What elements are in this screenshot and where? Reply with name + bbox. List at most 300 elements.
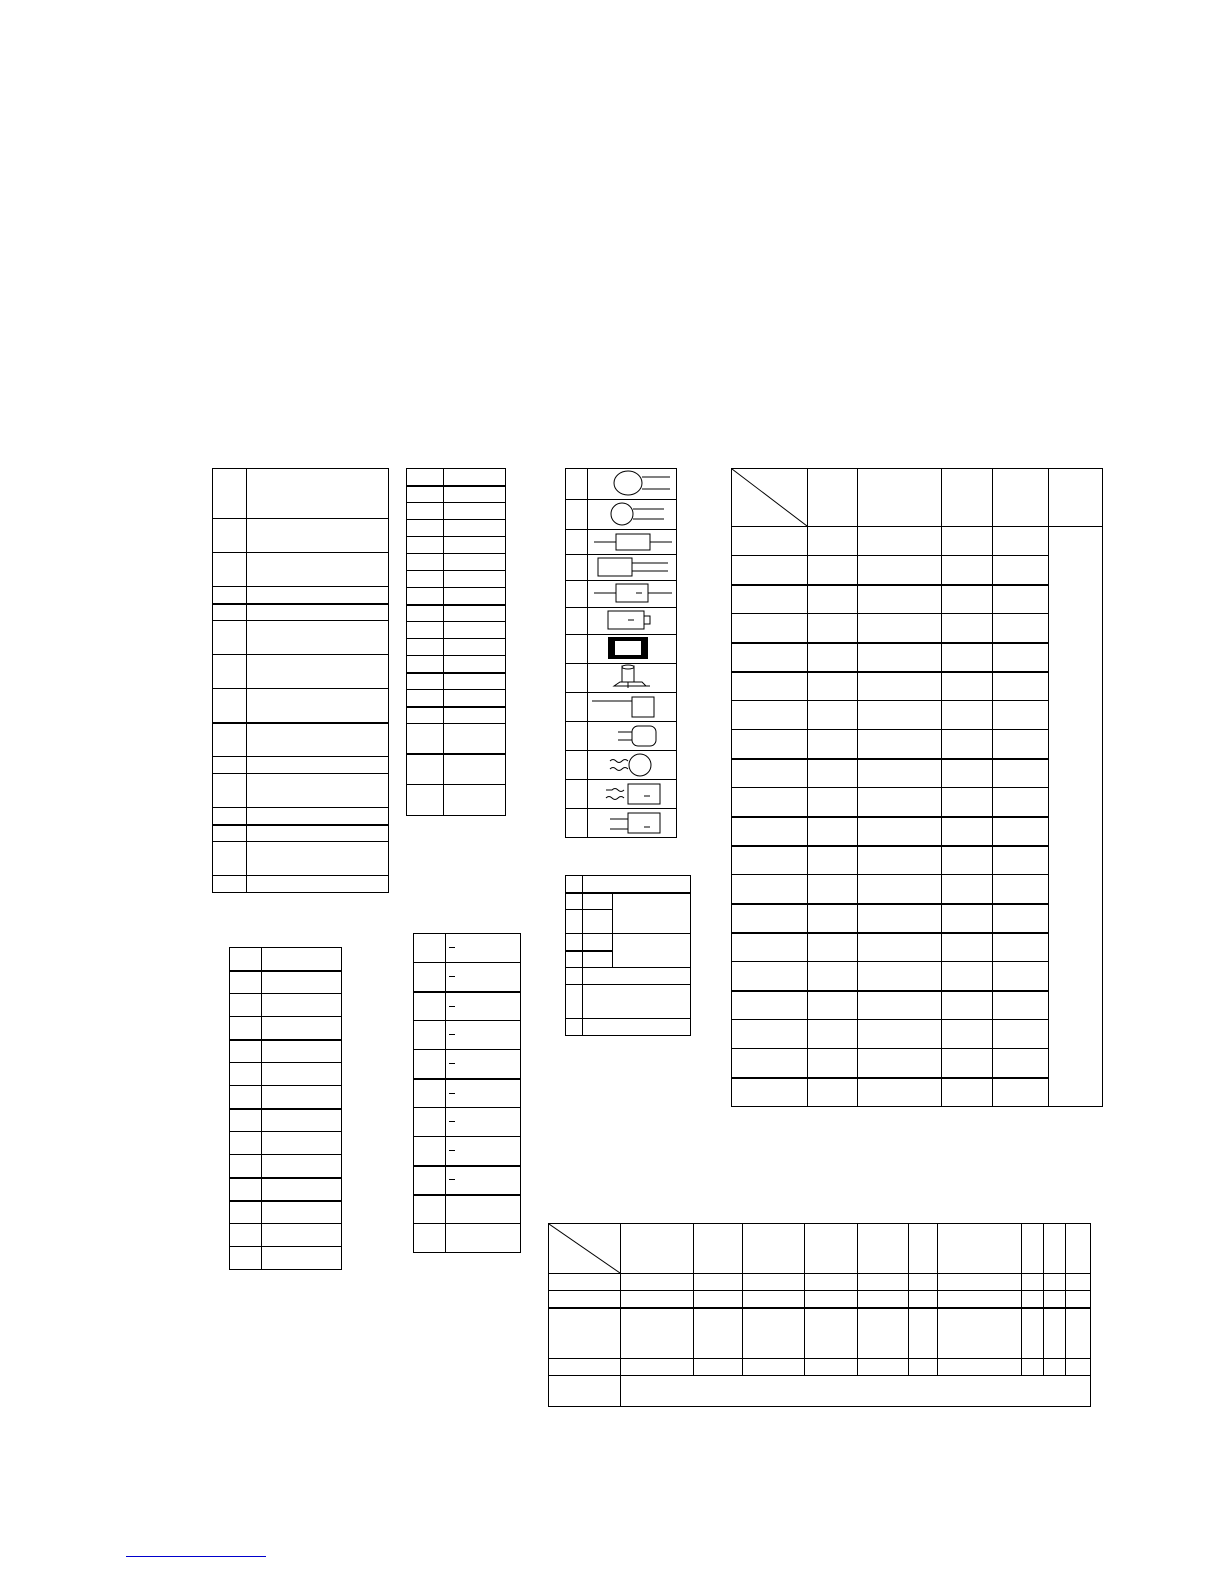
box-bracket-icon <box>588 608 677 634</box>
cell <box>858 643 942 672</box>
cell <box>588 608 677 635</box>
cell <box>213 825 247 842</box>
cell <box>808 788 858 817</box>
cell <box>993 788 1049 817</box>
cell <box>549 1359 621 1376</box>
cell <box>993 585 1049 614</box>
table-row <box>230 1155 342 1178</box>
cell <box>732 962 808 991</box>
cell <box>230 1178 262 1201</box>
cell <box>942 933 993 962</box>
dash-mark <box>449 1006 455 1007</box>
table-row <box>407 554 506 571</box>
table-row <box>213 587 389 604</box>
cell <box>858 556 942 585</box>
cell <box>1066 1291 1091 1308</box>
cell <box>262 1155 342 1178</box>
cell <box>1066 1359 1091 1376</box>
cell <box>808 991 858 1020</box>
table-row <box>230 1040 342 1063</box>
cell <box>993 672 1049 701</box>
cell <box>938 1291 1022 1308</box>
cell <box>213 621 247 655</box>
cell <box>444 690 506 707</box>
cell <box>808 556 858 585</box>
cell <box>909 1291 938 1308</box>
cell <box>993 730 1049 759</box>
cell <box>262 948 342 971</box>
table-row <box>566 635 677 664</box>
cell <box>993 817 1049 846</box>
cell <box>213 808 247 825</box>
cell <box>566 780 588 809</box>
cell <box>549 1308 621 1359</box>
cell <box>613 934 691 968</box>
cell <box>407 639 444 656</box>
cell <box>621 1308 694 1359</box>
cell <box>444 622 506 639</box>
cell <box>858 701 942 730</box>
cell <box>858 614 942 643</box>
round-capacitor-icon <box>588 469 677 499</box>
cell <box>407 571 444 588</box>
cell <box>942 614 993 643</box>
cell <box>407 724 444 754</box>
cell <box>213 689 247 723</box>
cell <box>743 1308 805 1359</box>
table-row <box>566 500 677 530</box>
cell <box>694 1291 743 1308</box>
cell <box>743 1224 805 1274</box>
cell <box>1044 1274 1066 1291</box>
cell <box>942 672 993 701</box>
cell <box>621 1274 694 1291</box>
cell <box>588 780 677 809</box>
cell <box>549 1274 621 1291</box>
cell <box>262 1109 342 1132</box>
cell <box>566 693 588 722</box>
cell <box>446 1195 521 1224</box>
table-row <box>732 962 1103 991</box>
table-row <box>732 556 1103 585</box>
cell <box>942 904 993 933</box>
cell <box>444 520 506 537</box>
cell <box>808 817 858 846</box>
cell <box>858 1078 942 1107</box>
cell <box>909 1224 938 1274</box>
cell <box>230 971 262 994</box>
cell <box>414 1137 446 1166</box>
cell <box>743 1359 805 1376</box>
cell <box>1044 1224 1066 1274</box>
cell <box>414 1021 446 1050</box>
table-row <box>732 527 1103 556</box>
cell <box>444 639 506 656</box>
table-row <box>414 1021 521 1050</box>
cell <box>858 875 942 904</box>
cell <box>732 1078 808 1107</box>
cell <box>407 707 444 724</box>
cell <box>993 469 1049 527</box>
cell <box>444 707 506 724</box>
cell <box>732 759 808 788</box>
cell <box>247 604 389 621</box>
cell <box>566 500 588 530</box>
table-f <box>229 947 342 1270</box>
cell <box>732 904 808 933</box>
cell <box>446 1137 521 1166</box>
cell <box>414 1224 446 1253</box>
table-row <box>407 588 506 605</box>
cell <box>407 469 444 486</box>
cell <box>732 556 808 585</box>
cell <box>808 1078 858 1107</box>
cell <box>858 1020 942 1049</box>
cell <box>407 537 444 554</box>
cell <box>588 664 677 693</box>
table-row <box>732 1049 1103 1078</box>
cylinder-on-base-icon <box>588 664 677 692</box>
table-row <box>732 904 1103 933</box>
table-row <box>549 1274 1091 1291</box>
cell <box>621 1224 694 1274</box>
cell <box>993 875 1049 904</box>
cell <box>407 622 444 639</box>
cell <box>247 553 389 587</box>
dash-mark <box>449 976 455 977</box>
table-row <box>414 1137 521 1166</box>
cell <box>1066 1224 1091 1274</box>
wavy-box-icon <box>588 780 677 808</box>
cell <box>444 724 506 754</box>
cell <box>743 1274 805 1291</box>
table-row <box>566 608 677 635</box>
cell <box>621 1376 1091 1407</box>
cell <box>942 730 993 759</box>
cell <box>230 1224 262 1247</box>
cell <box>858 1308 909 1359</box>
table-row <box>549 1359 1091 1376</box>
cell <box>588 555 677 581</box>
cell <box>588 722 677 751</box>
axial-box-icon <box>588 530 677 554</box>
dash-mark <box>449 947 455 948</box>
table-row <box>230 1132 342 1155</box>
table-row <box>407 622 506 639</box>
cell <box>446 1224 521 1253</box>
cell <box>230 1201 262 1224</box>
cell <box>858 730 942 759</box>
table-row <box>732 730 1103 759</box>
table-row <box>414 1050 521 1079</box>
table-row <box>414 1224 521 1253</box>
cell <box>407 520 444 537</box>
cell <box>414 963 446 992</box>
cell <box>858 527 942 556</box>
cell <box>446 934 521 963</box>
cell <box>407 785 444 816</box>
table-row <box>549 1308 1091 1359</box>
cell <box>566 1019 583 1036</box>
diagonal-header-cell <box>549 1224 621 1274</box>
cell <box>262 1040 342 1063</box>
cell <box>808 759 858 788</box>
cell <box>446 1050 521 1079</box>
cell <box>566 635 588 664</box>
cell <box>808 1049 858 1078</box>
matrix-table <box>731 468 1103 1107</box>
cell <box>213 842 247 876</box>
cell <box>247 842 389 876</box>
table-row <box>230 994 342 1017</box>
table-row <box>213 842 389 876</box>
cell <box>743 1291 805 1308</box>
table-row <box>213 774 389 808</box>
table-row <box>213 469 389 519</box>
table-row <box>407 690 506 707</box>
table-row <box>407 656 506 673</box>
cell <box>942 991 993 1020</box>
cell <box>549 1376 621 1407</box>
cell <box>213 519 247 553</box>
cell <box>566 530 588 555</box>
cell <box>566 876 583 893</box>
cell <box>993 846 1049 875</box>
cell <box>808 1020 858 1049</box>
cell <box>694 1224 743 1274</box>
cell <box>993 1020 1049 1049</box>
wavy-circle-icon <box>588 751 677 779</box>
cell <box>942 846 993 875</box>
cell <box>262 994 342 1017</box>
cell <box>858 904 942 933</box>
cell <box>247 469 389 519</box>
table-row <box>407 754 506 785</box>
cell <box>805 1274 858 1291</box>
cell <box>993 1078 1049 1107</box>
cell <box>444 469 506 486</box>
cell <box>230 1247 262 1270</box>
cell <box>1066 1308 1091 1359</box>
table-e <box>565 875 691 1036</box>
cell <box>808 962 858 991</box>
table-row <box>230 1109 342 1132</box>
cell <box>694 1308 743 1359</box>
table-g <box>413 933 521 1253</box>
cell <box>247 808 389 825</box>
table-row <box>414 1166 521 1195</box>
cell <box>446 1108 521 1137</box>
table-row <box>407 605 506 622</box>
cell <box>858 817 942 846</box>
cell <box>942 962 993 991</box>
cell <box>414 1108 446 1137</box>
cell <box>247 774 389 808</box>
table-row <box>230 1224 342 1247</box>
cell <box>942 759 993 788</box>
cell <box>213 757 247 774</box>
cell <box>407 656 444 673</box>
cell <box>1022 1359 1044 1376</box>
cell <box>444 537 506 554</box>
cell <box>942 1020 993 1049</box>
table-row <box>407 537 506 554</box>
table-row <box>732 701 1103 730</box>
cell <box>858 1291 909 1308</box>
cell <box>213 604 247 621</box>
cell <box>213 655 247 689</box>
cell <box>588 751 677 780</box>
cell <box>808 904 858 933</box>
cell <box>230 1040 262 1063</box>
table-row <box>407 520 506 537</box>
cell <box>938 1359 1022 1376</box>
table-row <box>407 707 506 724</box>
cell <box>566 809 588 838</box>
cell <box>858 962 942 991</box>
cell <box>588 635 677 664</box>
cell <box>414 1166 446 1195</box>
footer-link[interactable] <box>126 1556 266 1557</box>
cell <box>732 614 808 643</box>
cell <box>444 486 506 503</box>
cell <box>230 948 262 971</box>
table-row <box>566 809 677 838</box>
cell <box>1044 1291 1066 1308</box>
cell <box>732 730 808 759</box>
table-row <box>732 933 1103 962</box>
cell <box>213 774 247 808</box>
cell <box>993 1049 1049 1078</box>
cell <box>732 1020 808 1049</box>
cell <box>938 1308 1022 1359</box>
cell <box>414 1195 446 1224</box>
cell <box>407 503 444 520</box>
cell <box>808 585 858 614</box>
cell <box>808 469 858 527</box>
cell <box>909 1308 938 1359</box>
cell <box>993 962 1049 991</box>
cell <box>446 963 521 992</box>
cell <box>858 846 942 875</box>
table-row <box>732 991 1103 1020</box>
cell <box>262 1086 342 1109</box>
cell <box>407 605 444 622</box>
table-row <box>213 553 389 587</box>
cell <box>407 690 444 707</box>
cell <box>993 991 1049 1020</box>
dash-mark <box>449 1150 455 1151</box>
cell <box>1066 1274 1091 1291</box>
cell <box>808 933 858 962</box>
cell <box>407 673 444 690</box>
cell <box>583 910 613 934</box>
cell <box>230 1132 262 1155</box>
cell <box>566 893 583 910</box>
cell <box>444 588 506 605</box>
cell <box>732 672 808 701</box>
table-row <box>407 785 506 816</box>
table-row <box>732 672 1103 701</box>
cell <box>942 701 993 730</box>
cell <box>732 585 808 614</box>
table-row <box>213 604 389 621</box>
cell <box>566 555 588 581</box>
cell <box>805 1308 858 1359</box>
cell <box>1049 469 1103 527</box>
axial-box-left-icon <box>588 555 677 580</box>
cell <box>247 757 389 774</box>
cell <box>858 1274 909 1291</box>
cell <box>732 875 808 904</box>
table-row <box>414 963 521 992</box>
table-row <box>549 1291 1091 1308</box>
cell <box>993 759 1049 788</box>
cell <box>566 951 583 968</box>
cell <box>262 971 342 994</box>
table-row <box>230 1017 342 1040</box>
cell <box>909 1274 938 1291</box>
round-capacitor-small-icon <box>588 500 677 529</box>
cell <box>566 722 588 751</box>
cell <box>414 1050 446 1079</box>
table-row <box>407 469 506 486</box>
cell <box>858 788 942 817</box>
cell <box>566 968 583 985</box>
cell <box>262 1224 342 1247</box>
cell <box>588 581 677 608</box>
table-header-row <box>732 469 1103 527</box>
cell <box>213 723 247 757</box>
cell <box>566 469 588 500</box>
cell <box>566 985 583 1019</box>
cell <box>588 693 677 722</box>
cell <box>262 1132 342 1155</box>
table-row <box>732 1078 1103 1107</box>
table-row <box>213 876 389 893</box>
cell <box>230 1017 262 1040</box>
cell <box>583 876 691 893</box>
cell <box>262 1063 342 1086</box>
box-lead-left-icon <box>588 693 677 721</box>
table-row <box>414 1195 521 1224</box>
cell <box>621 1291 694 1308</box>
table-row <box>213 825 389 842</box>
cell <box>942 1049 993 1078</box>
cell <box>805 1359 858 1376</box>
cell <box>993 933 1049 962</box>
axial-box-dash-icon <box>588 581 677 607</box>
cell <box>213 469 247 519</box>
table-row <box>213 689 389 723</box>
cell <box>909 1359 938 1376</box>
table-row <box>732 585 1103 614</box>
table-row <box>566 581 677 608</box>
cell <box>262 1247 342 1270</box>
cell <box>938 1224 1022 1274</box>
cell <box>566 934 583 951</box>
cell <box>407 754 444 785</box>
cell <box>858 1049 942 1078</box>
cell <box>732 817 808 846</box>
cell <box>858 759 942 788</box>
cell <box>938 1274 1022 1291</box>
cell <box>942 788 993 817</box>
cell <box>808 672 858 701</box>
cell <box>213 553 247 587</box>
table-row <box>213 519 389 553</box>
cell <box>808 614 858 643</box>
